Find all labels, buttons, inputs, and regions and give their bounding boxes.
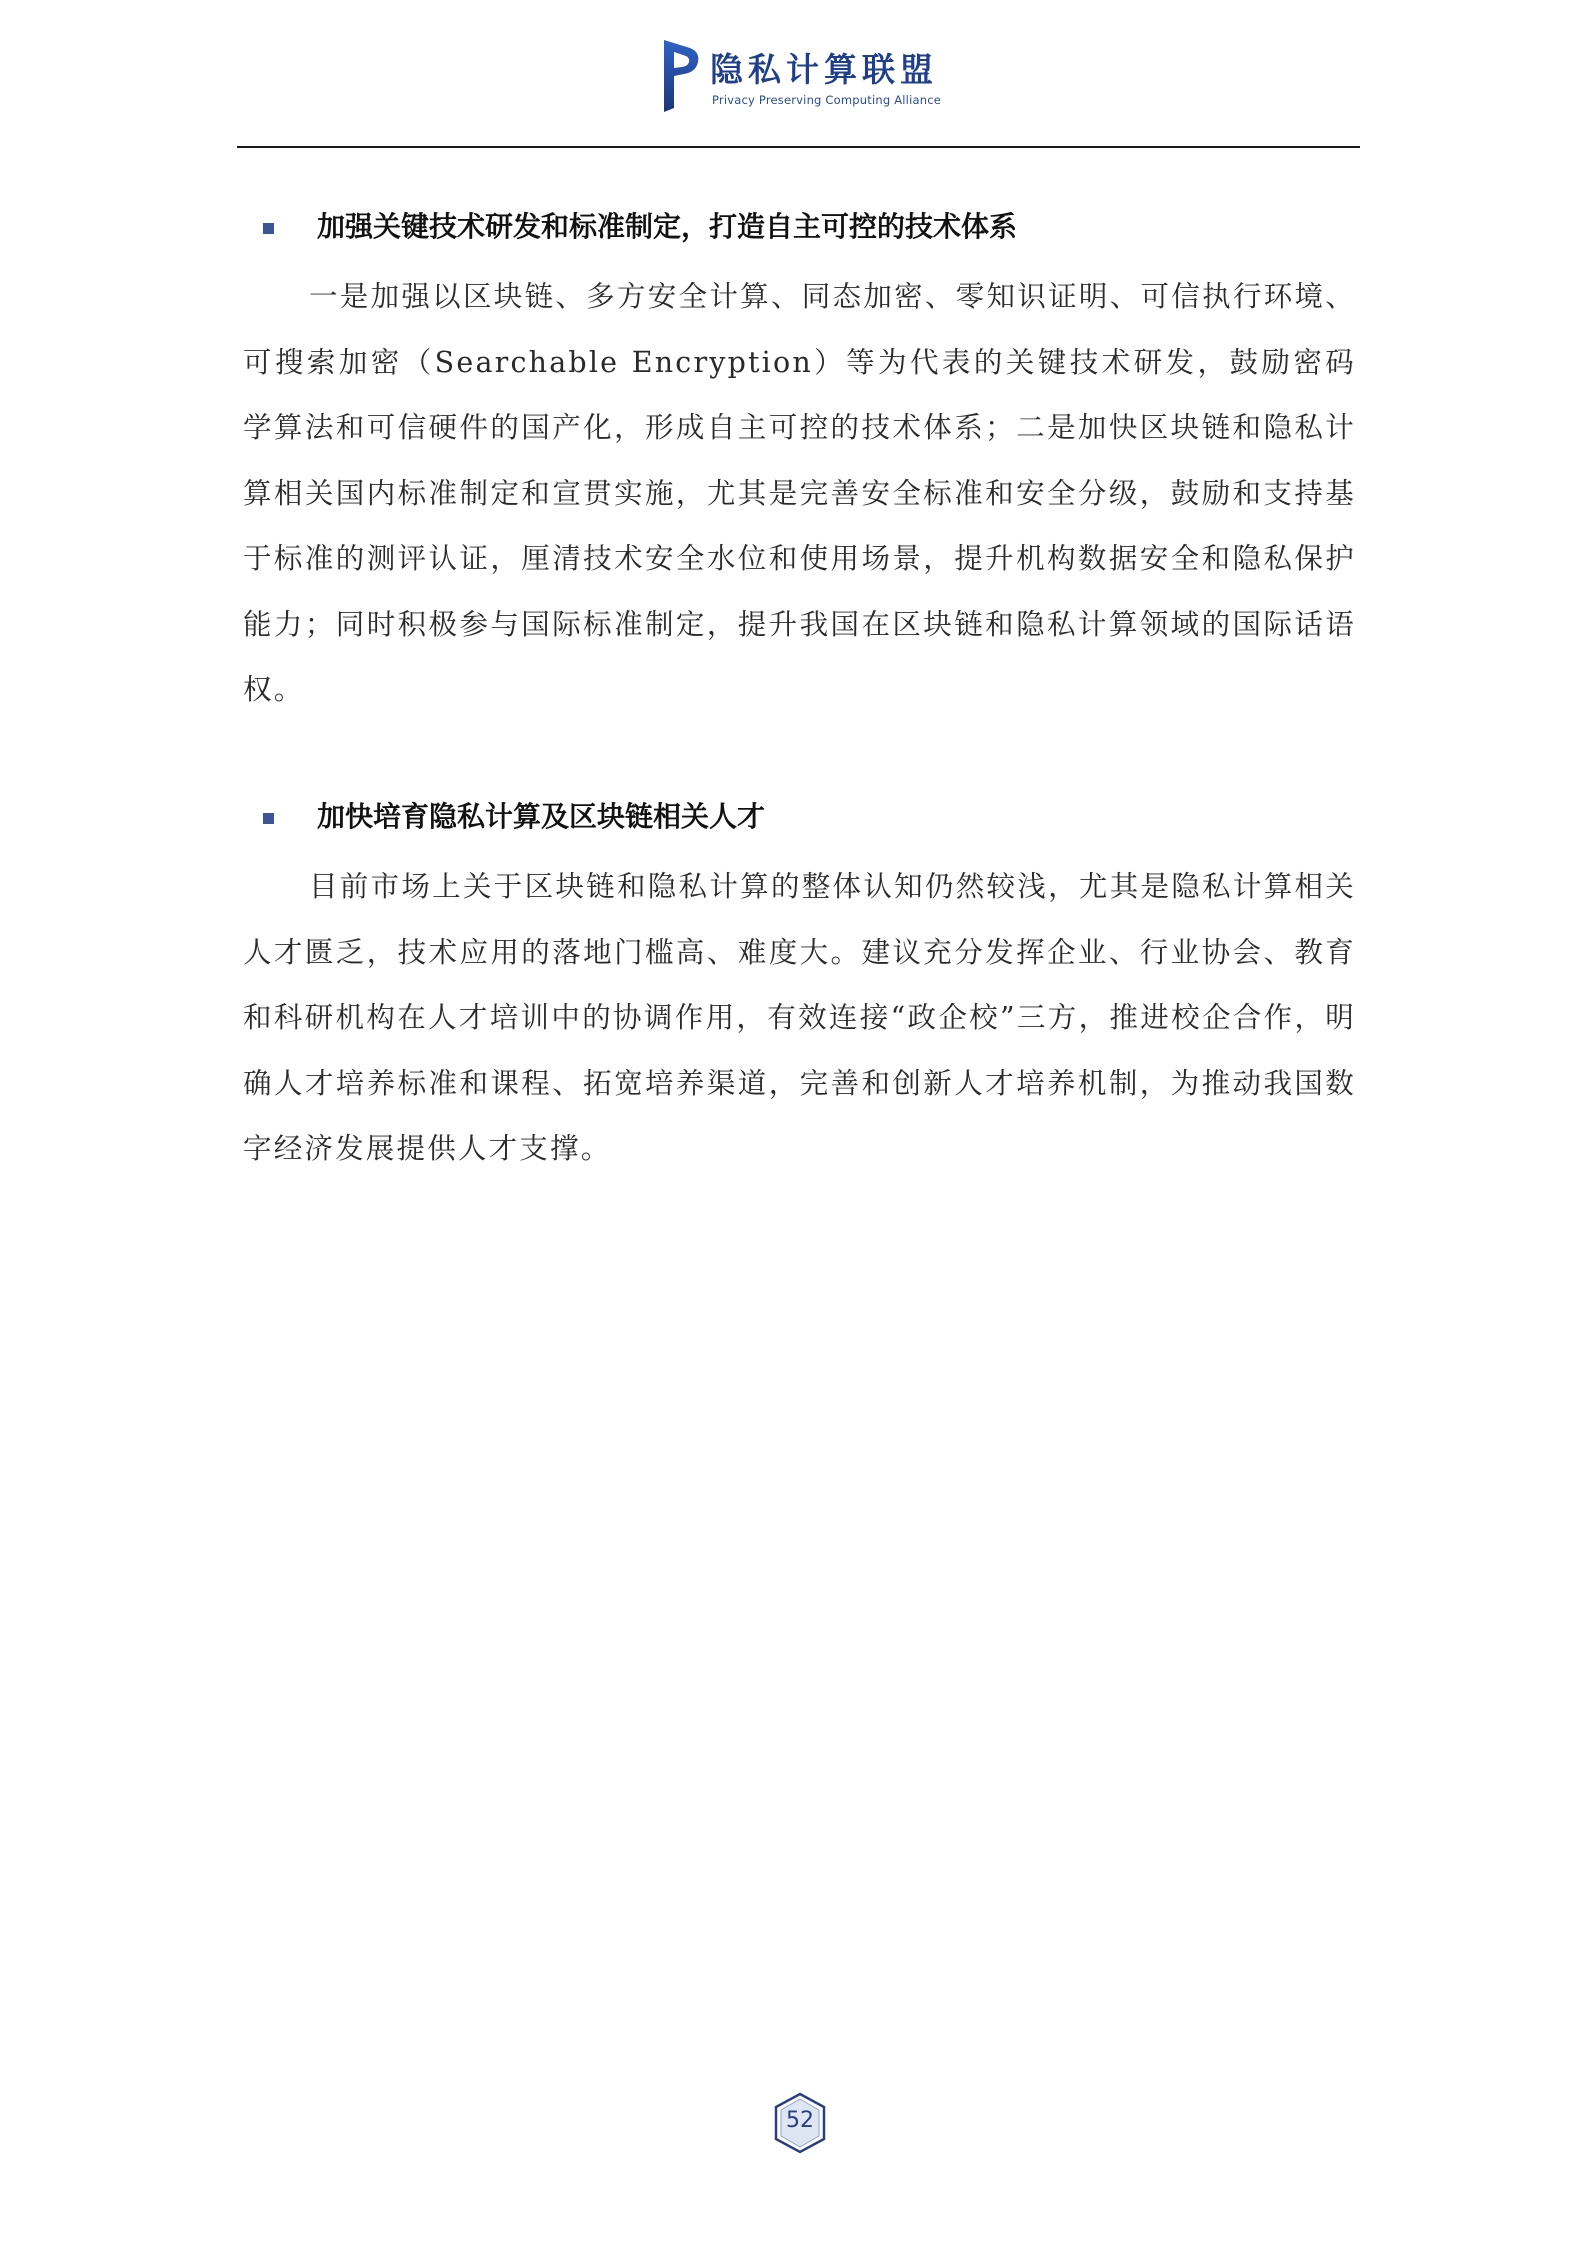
section-talent-cultivation	[243, 792, 1356, 1182]
page-number-badge	[773, 2092, 827, 2154]
section-key-tech-standards	[243, 202, 1356, 723]
page-number: 52	[786, 2108, 814, 2133]
section-paragraph: 目前市场上关于区块链和隐私计算的整体认知仍然较浅，尤其是隐私计算相关人才匮乏，技术应用的落地门槛高、难度大。建议充分发挥企业、行业协会、教育和科研机构在人才培训中的协调作用，有效连接“政企校”三方，推进校企合作，明确人才培养标准和课程、拓宽培养渠道，完善和创新人才培养机制，为推动我国数字经济发展提供人才支撑。	[243, 870, 1356, 1165]
logo-p-mark-icon	[660, 38, 700, 112]
alliance-logo	[660, 38, 940, 118]
square-bullet-icon	[263, 813, 274, 824]
logo-chinese-text: 隐私计算联盟	[710, 50, 938, 89]
section-heading	[243, 202, 1356, 252]
header-divider	[237, 146, 1360, 148]
section-paragraph: 一是加强以区块链、多方安全计算、同态加密、零知识证明、可信执行环境、可搜索加密（Searchable Encryption）等为代表的关键技术研发，鼓励密码学算法和可信硬件的国产化，形成自主可控的技术体系；二是加快区块链和隐私计算相关国内标准制定和宣贯实施，尤其是完善安全标准和安全分级，鼓励和支持基于标准的测评认证，厘清技术安全水位和使用场景，提升机构数据安全和隐私保护能力；同时积极参与国际标准制定，提升我国在区块链和隐私计算领域的国际话语权。	[243, 280, 1356, 706]
square-bullet-icon	[263, 223, 274, 234]
section-heading	[243, 792, 1356, 842]
section-heading-text: 加强关键技术研发和标准制定，打造自主可控的技术体系	[317, 210, 1018, 243]
logo-english-text: Privacy Preserving Computing Alliance	[712, 93, 942, 107]
section-heading-text: 加快培育隐私计算及区块链相关人才	[317, 800, 766, 833]
page-header	[0, 0, 1586, 150]
